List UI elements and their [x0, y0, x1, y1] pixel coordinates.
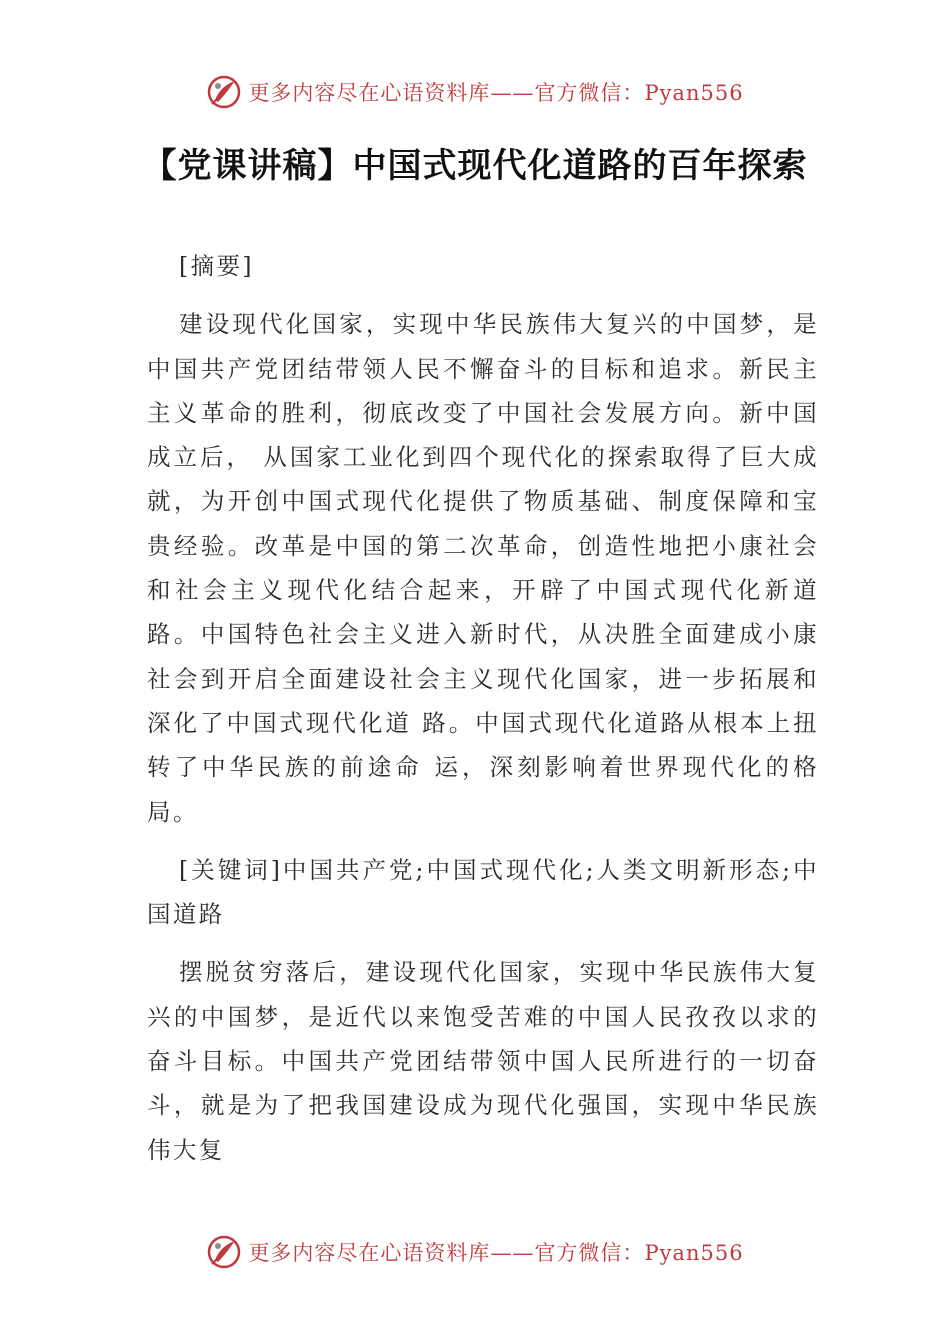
abstract-paragraph: 建设现代化国家，实现中华民族伟大复兴的中国梦，是中国共产党团结带领人民不懈奋斗的目标和追求。新民主主义革命的胜利，彻底改变了中国社会发展方向。新中国成立后， 从国家工业化到四个现代化的探索取得了巨大成就，为开创中国式现代化提供了物质基础、制度保障和宝贵经验。改革是中国的第二次革命，创造性地把小康社会和社会主义现代化结合起来，开辟了中国式现代化新道路。中国特色社会主义进入新时代，从决胜全面建成小康社会到开启全面建设社会主义现代化国家，进一步拓展和深化了中国式现代化道 路。中国式现代化道路从根本上扭转了中华民族的前途命 运，深刻影响着世界现代化的格局。 [147, 310, 819, 826]
library-logo-icon [206, 74, 242, 110]
body-paragraph: 摆脱贫穷落后，建设现代化国家，实现中华民族伟大复兴的中国梦，是近代以来饱受苦难的中国人民孜孜以求的奋斗目标。中国共产党团结带领中国人民所进行的一切奋斗，就是为了把我国建设成为现代化强国，实现中华民族伟大复 [147, 958, 819, 1164]
footer-contact-label: 官方微信： [534, 1241, 645, 1265]
header-banner [0, 70, 950, 114]
document-title: 【党课讲稿】中国式现代化道路的百年探索 [142, 146, 808, 186]
footer-banner [0, 1230, 950, 1274]
footer-banner-main: 更多内容尽在心语资料库 [248, 1241, 491, 1265]
keywords-paragraph: [关键词]中国共产党;中国式现代化;人类文明新形态;中国道路 [147, 855, 819, 929]
abstract-label: [摘要] [179, 252, 254, 280]
header-contact-label: 官方微信： [534, 81, 645, 105]
header-banner-main: 更多内容尽在心语资料库 [248, 81, 491, 105]
document-body [147, 244, 819, 1186]
header-banner-separator: —— [490, 81, 535, 105]
footer-contact-id: Pyan556 [644, 1241, 744, 1265]
footer-banner-text [248, 1237, 743, 1267]
footer-banner-separator: —— [490, 1241, 535, 1265]
header-contact-id: Pyan556 [644, 81, 744, 105]
library-logo-icon [206, 1234, 242, 1270]
header-banner-text [248, 77, 743, 107]
